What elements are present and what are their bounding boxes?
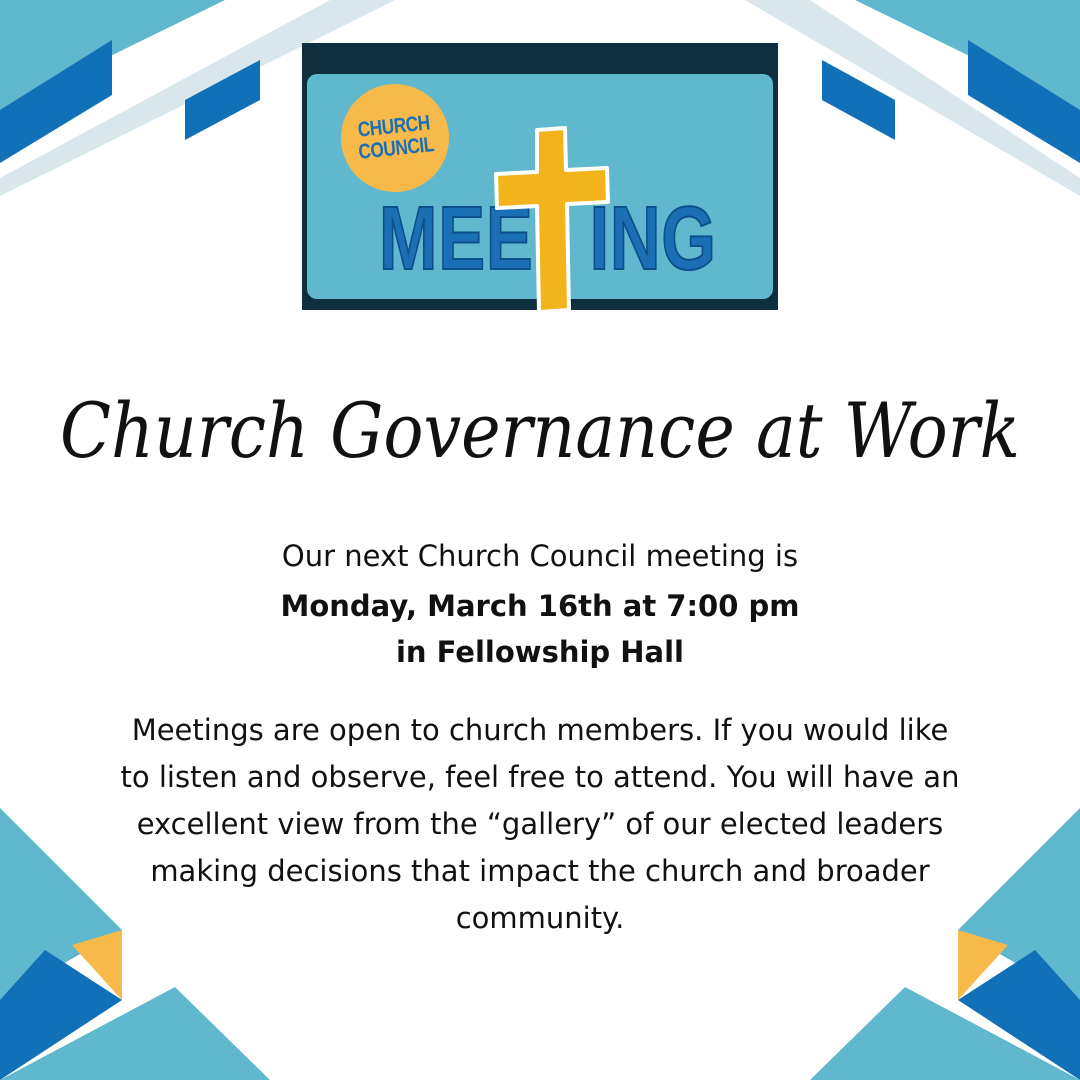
meeting-date-time: Monday, March 16th at 7:00 pm xyxy=(280,589,800,623)
meeting-description: Meetings are open to church members. If you would like to listen and observe, feel free to attend. You will have an excellent view from the “gallery” of our elected leaders making decisions that impact the church and broader community. xyxy=(120,713,960,935)
headline-text: Church Governance at Work xyxy=(60,386,1020,475)
badge-line-2: COUNCIL xyxy=(357,133,435,164)
church-council-badge xyxy=(336,79,455,198)
wordmark-left: MEE xyxy=(379,189,534,289)
headline xyxy=(40,352,1040,512)
wordmark-right: ING xyxy=(589,189,717,289)
meeting-location: in Fellowship Hall xyxy=(395,635,684,669)
cross-icon xyxy=(493,124,613,314)
badge-line-1: CHURCH xyxy=(356,111,431,142)
meeting-intro: Our next Church Council meeting is xyxy=(281,539,799,573)
meeting-logo xyxy=(302,43,778,310)
logo-panel xyxy=(307,74,773,299)
